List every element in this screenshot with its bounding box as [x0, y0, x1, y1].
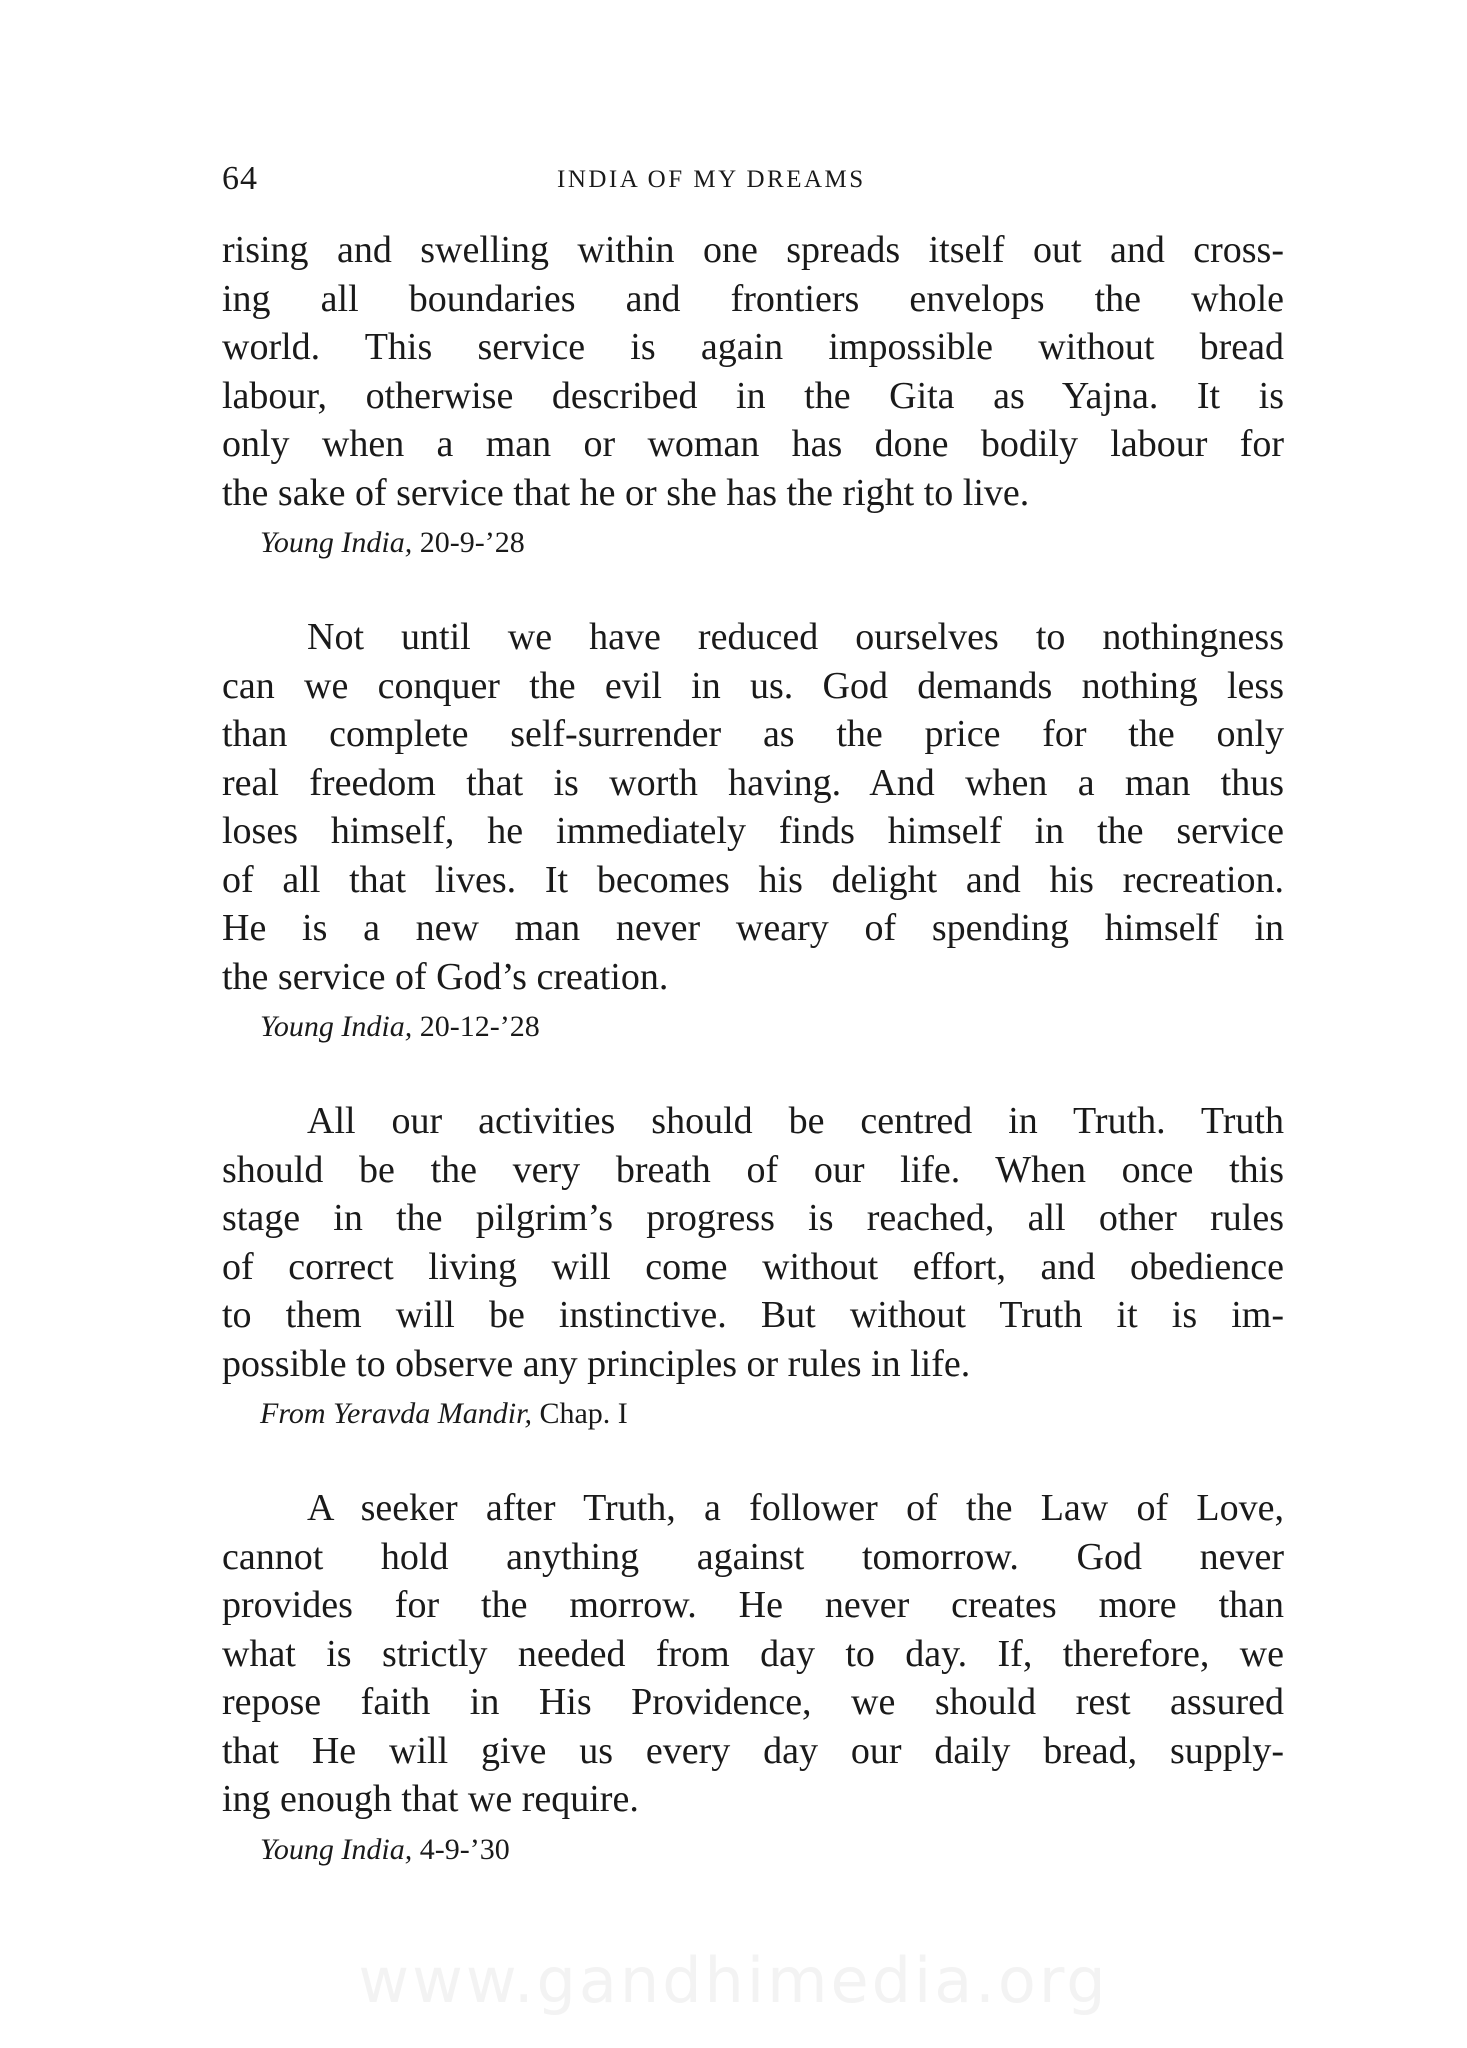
passage-gap: [222, 563, 1284, 613]
page-body: [222, 226, 1284, 1870]
text-line: world. This service is again impossible without bread: [222, 326, 1284, 368]
passage-gap: [222, 1047, 1284, 1097]
text-line: of correct living will come without effort, and obedience: [222, 1245, 1284, 1288]
source-publication: Young India,: [260, 1832, 413, 1866]
page-header: [222, 160, 1302, 204]
text-line: possible to observe any principles or rules in life.: [222, 1342, 971, 1385]
text-line: repose faith in His Providence, we should rest assured: [222, 1681, 1284, 1723]
text-line: loses himself, he immediately finds himself in the service: [222, 810, 1284, 852]
source-citation: [222, 1394, 1284, 1434]
passage-2: [222, 613, 1284, 1047]
text-line: the sake of service that he or she has the right to live.: [222, 471, 1030, 514]
text-line: ing enough that we require.: [222, 1778, 639, 1820]
text-line: can we conquer the evil in us. God demands nothing less: [222, 664, 1284, 707]
text-line: only when a man or woman has done bodily labour for: [222, 423, 1284, 465]
passage-3: [222, 1097, 1284, 1434]
source-citation: [222, 523, 1284, 563]
source-publication: From Yeravda Mandir,: [260, 1397, 532, 1430]
text-line: should be the very breath of our life. When once this: [222, 1148, 1284, 1191]
source-date: 20-9-’28: [412, 526, 525, 559]
text-line: what is strictly needed from day to day. If, therefore, we: [222, 1632, 1284, 1675]
source-date: 20-12-’28: [412, 1010, 540, 1043]
text-line: real freedom that is worth having. And when a man thus: [222, 761, 1284, 804]
text-line: ing all boundaries and frontiers envelops the whole: [222, 277, 1284, 320]
passage-4: [222, 1484, 1284, 1870]
source-citation: [222, 1007, 1284, 1047]
source-date: 4-9-’30: [412, 1832, 510, 1866]
text-line: labour, otherwise described in the Gita as Yajna. It is: [222, 374, 1284, 417]
text-line: He is a new man never weary of spending himself in: [222, 907, 1284, 949]
page-number: 64: [222, 160, 258, 197]
running-title: INDIA OF MY DREAMS: [557, 166, 866, 193]
text-line: the service of God’s creation.: [222, 955, 669, 998]
text-line: cannot hold anything against tomorrow. God never: [222, 1535, 1284, 1578]
text-line: stage in the pilgrim’s progress is reached, all other rules: [222, 1197, 1284, 1239]
text-line: Not until we have reduced ourselves to nothingness: [307, 616, 1284, 658]
text-line: than complete self-surrender as the price for the only: [222, 713, 1284, 755]
passage-1: [222, 226, 1284, 563]
source-date: Chap. I: [531, 1397, 628, 1430]
text-line: that He will give us every day our daily bread, supply-: [222, 1729, 1284, 1772]
text-line: All our activities should be centred in Truth. Truth: [307, 1100, 1284, 1142]
text-line: to them will be instinctive. But without Truth it is im-: [222, 1294, 1284, 1336]
website-watermark: www.gandhimedia.org: [358, 1944, 1109, 2017]
text-line: of all that lives. It becomes his delight and his recreation.: [222, 858, 1284, 901]
source-publication: Young India,: [260, 526, 413, 559]
text-line: A seeker after Truth, a follower of the Law of Love,: [307, 1487, 1284, 1529]
source-publication: Young India,: [260, 1010, 413, 1043]
text-line: rising and swelling within one spreads itself out and cross-: [222, 229, 1284, 271]
text-line: provides for the morrow. He never creates more than: [222, 1584, 1284, 1626]
passage-gap: [222, 1434, 1284, 1484]
source-citation: [222, 1830, 1284, 1870]
